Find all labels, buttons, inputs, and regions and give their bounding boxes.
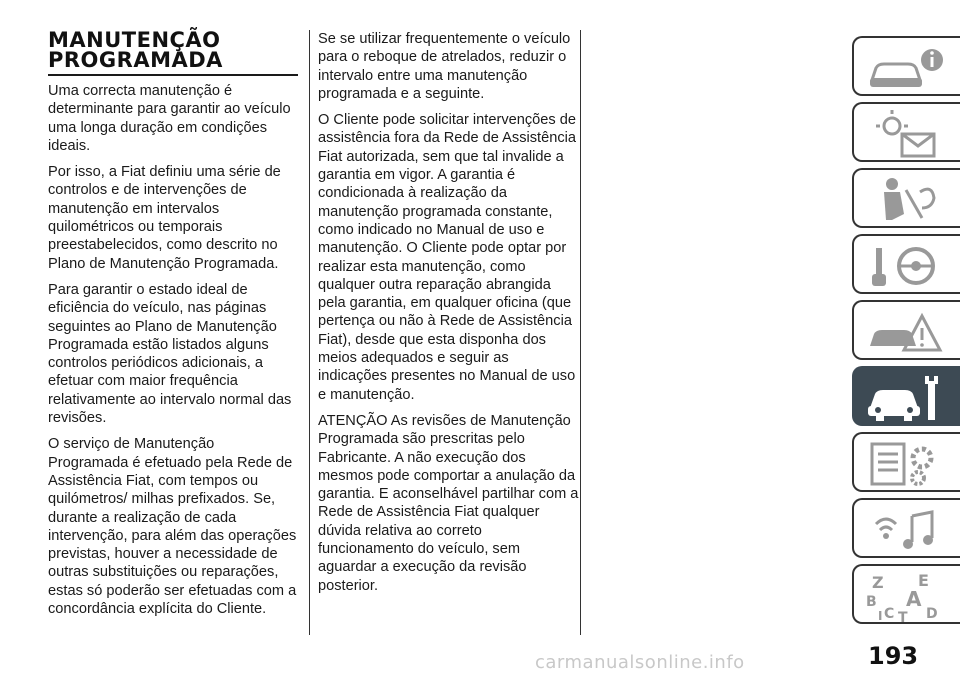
watermark: carmanualsonline.info	[535, 652, 745, 673]
index-letter: A	[906, 587, 922, 611]
index-letter: I	[878, 609, 883, 622]
tab-technical-data[interactable]	[852, 432, 960, 492]
warning-paragraph: ATENÇÃO As revisões de Manutenção Programada são prescritas pelo Fabricante. A não execução dos mesmos pode comportar a anulação da garantia. E aconselhável partilhar com a Rede de Assistência Fiat qualquer dúvida relativa ao correto funcionamento do veículo, sem aguardar a execução da revisão posterior.	[318, 412, 579, 594]
right-column	[318, 30, 580, 603]
tab-emergency[interactable]	[852, 300, 960, 360]
tab-multimedia[interactable]	[852, 498, 960, 558]
index-letter: D	[926, 606, 938, 622]
safety-seat-icon	[862, 174, 952, 226]
paragraph: Uma correcta manutenção é determinante para garantir ao veículo uma longa duração em condições ideais.	[48, 83, 291, 154]
column-divider	[580, 30, 581, 635]
tab-maintenance[interactable]	[852, 366, 960, 426]
paragraph: Para garantir o estado ideal de eficiência do veículo, nas páginas seguintes ao Plano de Manutenção Programada estão listados alguns controlos periódicos adicionais, a efetuar com maior frequência relativamente ao intervalo normal das revisões.	[48, 281, 292, 427]
left-column	[48, 30, 298, 626]
tab-dashboard[interactable]	[852, 102, 960, 162]
paragraph: Por isso, a Fiat definiu uma série de controlos e de intervenções de manutenção em intervalos quilométricos ou temporais preestabelecidos, como descrito no Plano de Manutenção Programada.	[48, 164, 281, 272]
paragraph: Se se utilizar frequentemente o veículo para o reboque de atrelados, reduzir o intervalo entre uma manutenção programada e a seguinte.	[318, 31, 571, 102]
index-letter: C	[884, 606, 895, 622]
technical-data-icon	[862, 438, 952, 490]
index-letter: T	[898, 610, 908, 622]
car-info-icon	[862, 42, 952, 94]
index-letter: B	[866, 594, 877, 610]
tab-car-info[interactable]	[852, 36, 960, 96]
paragraph: O serviço de Manutenção Programada é efetuado pela Rede de Assistência Fiat, com tempos ou quilómetros/ milhas prefixados. Se, durante a realização de cada intervenção, para além das operações previstas, houver a necessidade de outras substituições ou reparações, estas só poderão ser efetuadas com a concordância explícita do Cliente.	[48, 436, 297, 618]
index-letters-icon	[862, 570, 952, 622]
index-letter: E	[918, 571, 929, 590]
paragraph: O Cliente pode solicitar intervenções de assistência fora da Rede de Assistência Fiat autorizada, sem que tal invalide a garantia em vigor. A garantia é condicionada à realização da manutenção programada constante, como indicado no Manual de uso e manutenção. O Cliente pode optar por realizar esta manutenção, como qualquer outra reparação abrangida pela garantia, em qualquer oficina (que pertença ou não à Rede de Assistência Fiat), desde que esta disponha dos meios adequados e seguir as indicações presentes no Manual de uso e manutenção.	[318, 112, 576, 403]
multimedia-icon	[862, 504, 952, 556]
tab-starting-driving[interactable]	[852, 234, 960, 294]
dashboard-lights-icon	[862, 108, 952, 160]
car-maintenance-icon	[862, 372, 952, 424]
column-divider	[309, 30, 310, 635]
index-letter: Z	[872, 573, 884, 592]
emergency-car-icon	[862, 306, 952, 358]
tab-index[interactable]	[852, 564, 960, 624]
page-number: 193	[868, 642, 919, 670]
key-steering-icon	[862, 240, 952, 292]
page-title: MANUTENÇÃO PROGRAMADA	[48, 30, 298, 76]
tab-safety[interactable]	[852, 168, 960, 228]
